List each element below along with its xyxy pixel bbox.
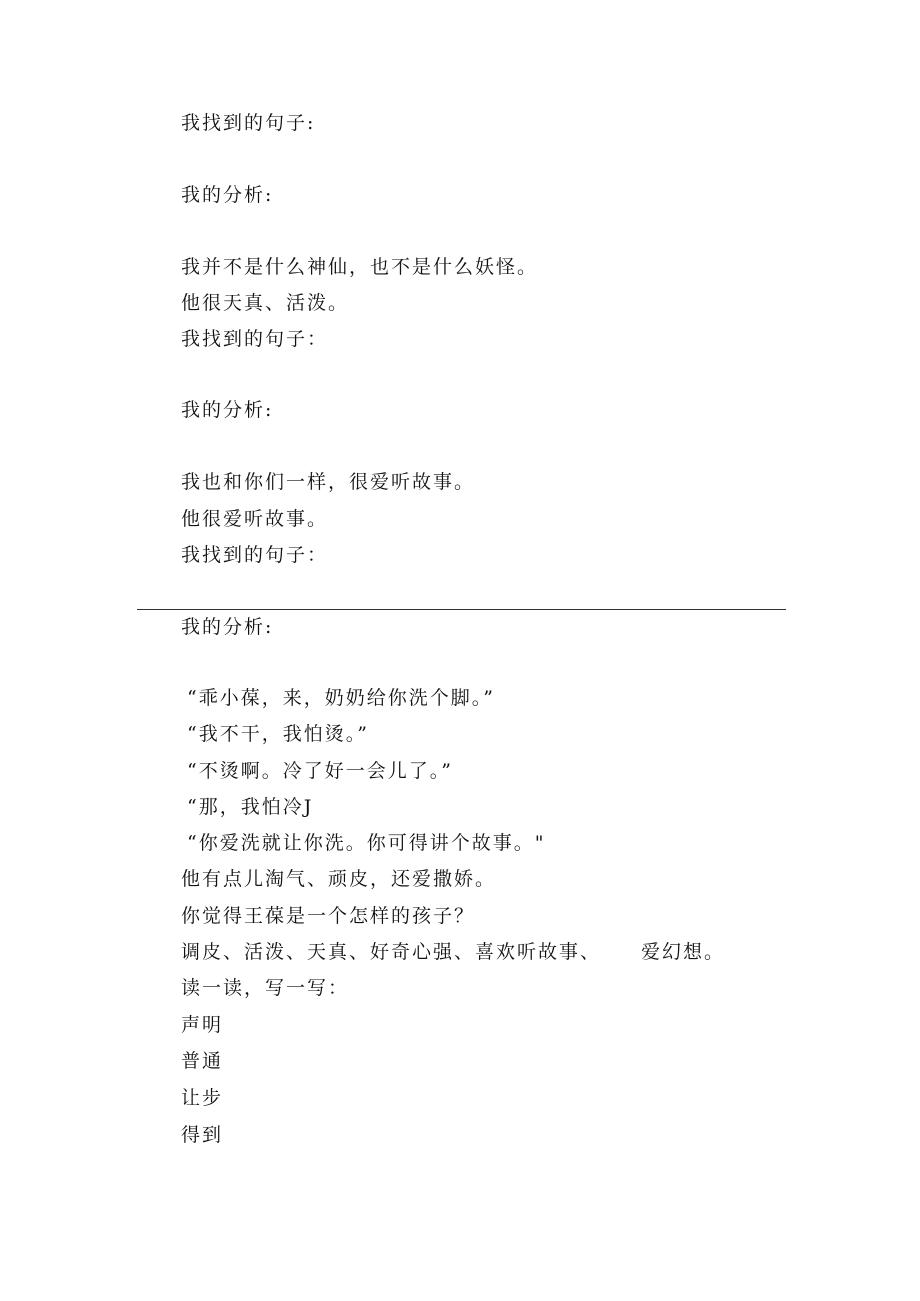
line-answer — [181, 940, 725, 964]
line-question: 你觉得王葆是一个怎样的孩子？ — [181, 905, 476, 927]
line-s2-quote: 我并不是什么神仙，也不是什么妖怪。 — [181, 256, 539, 278]
line-read-write-title: 读一读，写一写： — [181, 977, 350, 999]
horizontal-rule — [137, 609, 786, 610]
line-s2-analysis-label: 我的分析: — [181, 399, 274, 421]
dialogue-line: “不烫啊。冷了好一会儿了。” — [187, 760, 453, 782]
vocab-word: 得到 — [181, 1124, 224, 1146]
dialogue-line: “乖小葆，来，奶奶给你洗个脚。” — [187, 687, 495, 709]
dialogue-line: “那，我怕冷J — [187, 796, 314, 818]
answer-part-1: 调皮、活泼、天真、好奇心强、喜欢听故事、 — [181, 941, 602, 963]
dialogue-line: “我不干，我怕烫。” — [187, 723, 369, 745]
dialogue-line: “你爱洗就让你洗。你可得讲个故事。" — [187, 832, 546, 854]
line-s2-analysis: 他很天真、活泼。 — [181, 292, 350, 314]
line-summary: 他有点儿淘气、顽皮，还爱撒娇。 — [181, 868, 497, 890]
vocab-word: 普通 — [181, 1050, 224, 1072]
line-s3-sentence-label: 我找到的句子： — [181, 544, 329, 566]
answer-part-2: 爱幻想。 — [641, 941, 726, 963]
line-s1-sentence-label: 我找到的句子: — [181, 112, 316, 134]
line-s3-analysis-label: 我的分析: — [181, 616, 274, 638]
vocab-word: 声明 — [181, 1014, 224, 1036]
line-s2-sentence-label: 我找到的句子： — [181, 328, 329, 350]
line-s3-quote: 我也和你们一样，很爱听故事。 — [181, 471, 476, 493]
line-s1-analysis-label: 我的分析: — [181, 184, 274, 206]
vocab-word: 让步 — [181, 1087, 224, 1109]
line-s3-analysis: 他很爱听故事。 — [181, 508, 329, 530]
